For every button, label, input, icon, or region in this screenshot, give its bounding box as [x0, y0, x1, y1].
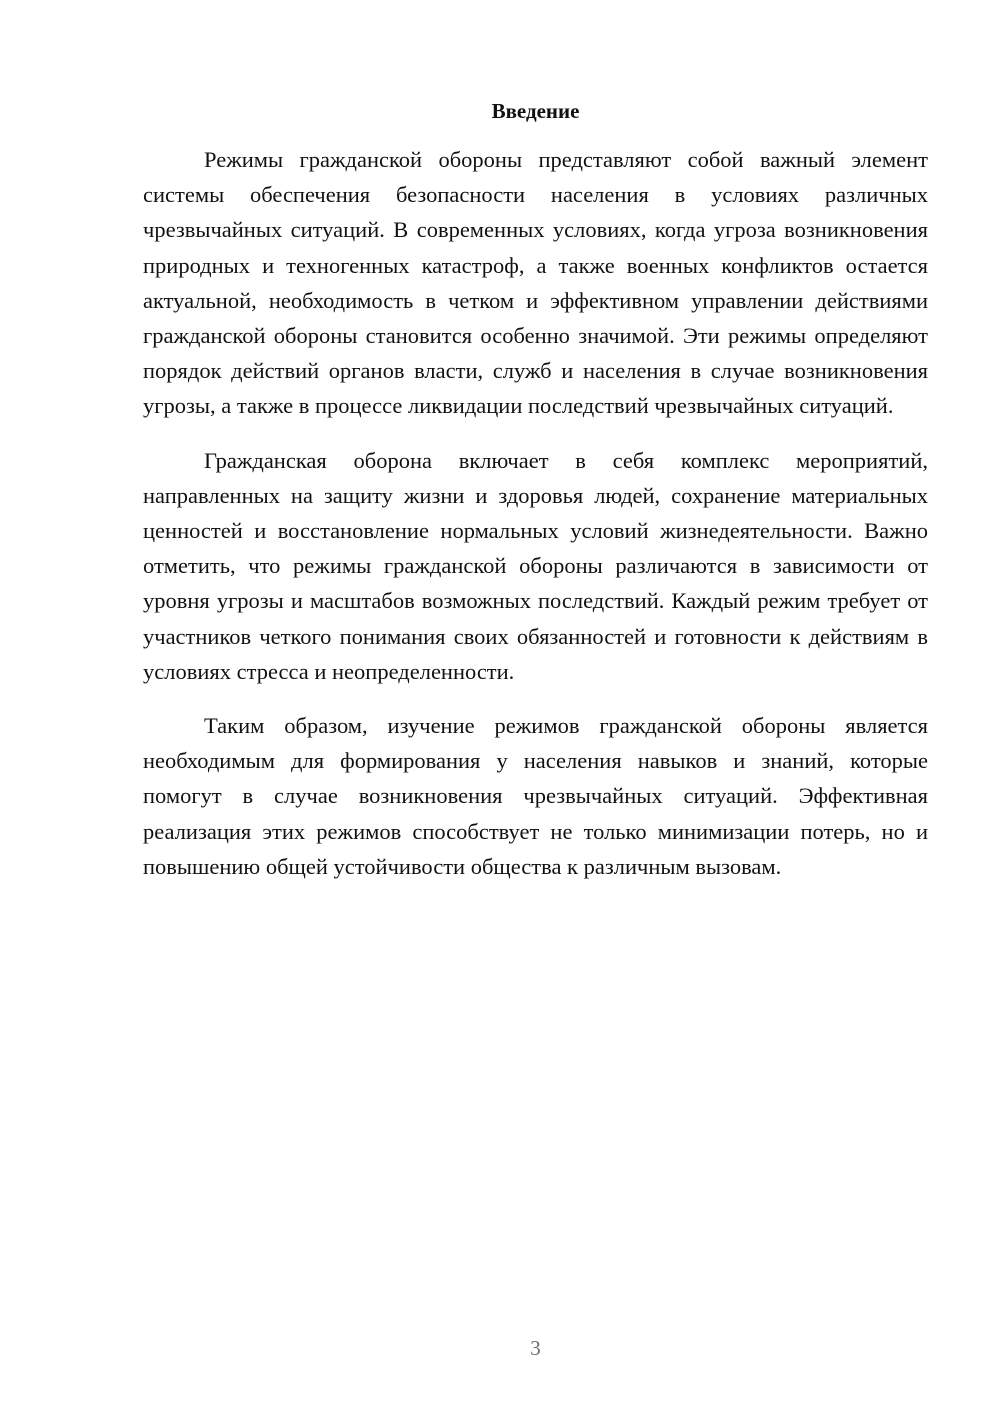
paragraph-3: Таким образом, изучение режимов гражданской обороны является необходимым для формирования у населения навыков и знаний, которые помогут в случае возникновения чрезвычайных ситуаций. Эффективная реализация этих режимов способствует не только минимизации потерь, но и повышению общей устойчивости общества к различным вызовам. [143, 713, 928, 879]
page-number: 3 [530, 1336, 541, 1360]
paragraph-1: Режимы гражданской обороны представляют собой важный элемент системы обеспечения безопасности населения в условиях различных чрезвычайных ситуаций. В современных условиях, когда угроза возникновения природных и техногенных катастроф, а также военных конфликтов остается актуальной, необходимость в четком и эффективном управлении действиями гражданской обороны становится особенно значимой. Эти режимы определяют порядок действий органов власти, служб и населения в случае возникновения угрозы, а также в процессе ликвидации последствий чрезвычайных ситуаций. [143, 147, 928, 419]
section-heading: Введение [491, 99, 580, 123]
body-text [143, 142, 928, 903]
paragraph-2: Гражданская оборона включает в себя комплекс мероприятий, направленных на защиту жизни и здоровья людей, сохранение материальных ценностей и восстановление нормальных условий жизнедеятельности. Важно отметить, что режимы гражданской обороны различаются в зависимости от уровня угрозы и масштабов возможных последствий. Каждый режим требует от участников четкого понимания своих обязанностей и готовности к действиям в условиях стресса и неопределенности. [143, 447, 928, 684]
